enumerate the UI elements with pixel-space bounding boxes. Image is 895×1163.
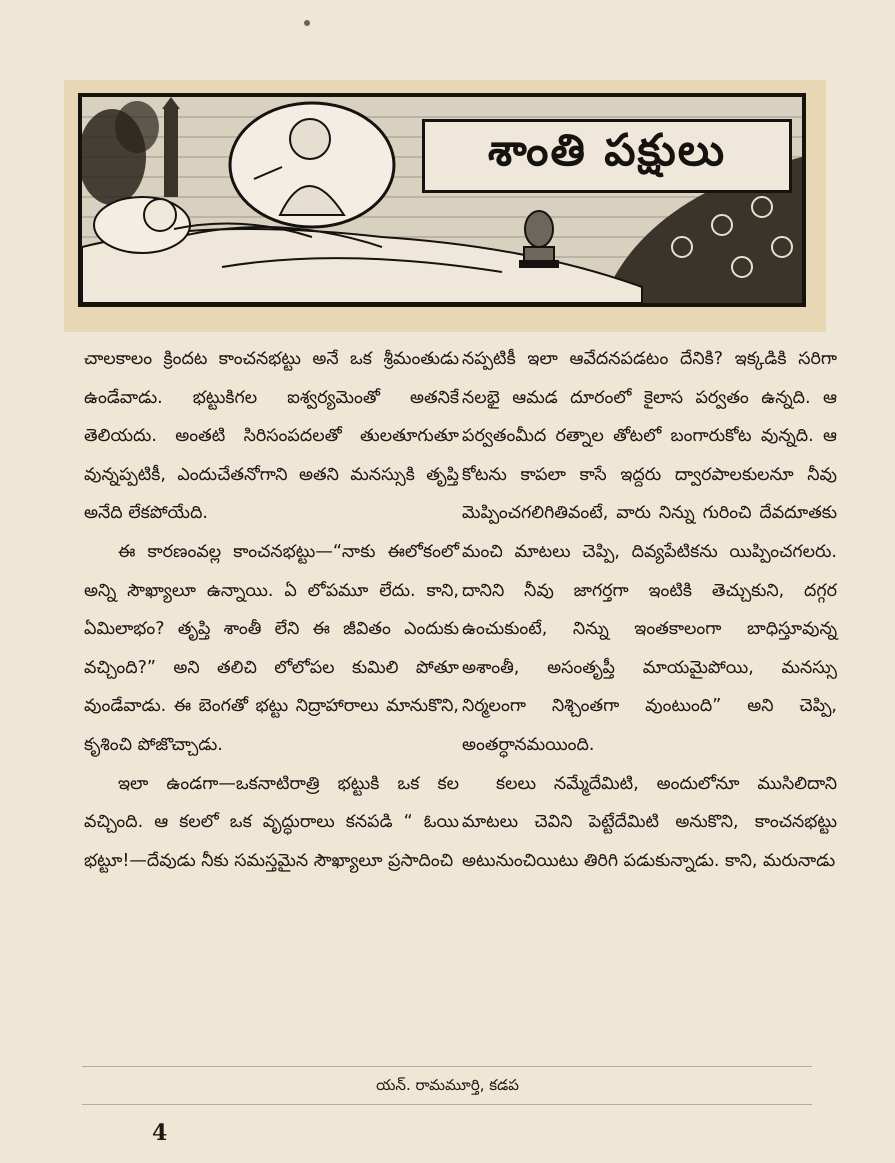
footer-rule-bottom — [82, 1104, 812, 1105]
print-speck — [304, 20, 310, 26]
story-column-right — [462, 340, 837, 880]
paragraph: నప్పటికీ ఇలా ఆవేదనపడటం దేనికి? ఇక్కడికి సరిగా నలభై ఆమడ దూరంలో కైలాస పర్వతం ఉన్నది. ఆ పర్వతంమీద రత్నాల తోటలో బంగారుకోట వున్నది. ఆ కోటను కాపలా కాసే ఇద్దరు ద్వారపాలకులనూ నీవు మెప్పించగలిగితివంటే, వారు నిన్ను గురించి దేవదూతకు మంచి మాటలు చెప్పి, దివ్యపేటికను యిప్పించగలరు. దానిని నీవు జాగర్తగా ఇంటికి తెచ్చుకుని, దగ్గర ఉంచుకుంటే, నిన్ను ఇంతకాలంగా బాధిస్తూవున్న అశాంతీ, అసంతృప్తీ మాయమైపోయి, మనస్సు నిర్మలంగా నిశ్చింతగా వుంటుంది” అని చెప్పి, అంతర్ధానమయింది. — [462, 349, 837, 755]
paragraph: చాలకాలం క్రిందట కాంచనభట్టు అనే ఒక శ్రీమంతుడు ఉండేవాడు. భట్టుకిగల ఐశ్వర్యమెంతో అతనికే తెలియదు. అంతటి సిరిసంపదలతో తులతూగుతూ వున్నప్పటికీ, ఎందుచేతనోగాని అతని మనస్సుకి తృప్తి అనేది లేకపోయేది. — [84, 349, 459, 524]
footer-rule-top — [82, 1066, 812, 1067]
author-credit: యన్. రామమూర్తి, కడప — [376, 1076, 519, 1094]
paragraph: ఇలా ఉండగా—ఒకనాటిరాత్రి భట్టుకి ఒక కల వచ్చింది. ఆ కలలో ఒక వృద్ధురాలు కనపడి “ ఓయి భట్టూ!—దేవుడు నీకు సమస్తమైన సౌఖ్యాలూ ప్రసాదించి — [84, 773, 459, 871]
paragraph: కలలు నమ్మేదేమిటి, అందులోనూ ముసిలిదాని మాటలు చెవిని పెట్టేదేమిటి అనుకొని, కాంచనభట్టు అటునుంచియిటు తిరిగి పడుకున్నాడు. కాని, మరునాడు — [462, 773, 837, 871]
svg-text:T.K.: T.K. — [694, 290, 711, 300]
header-banner — [78, 93, 806, 307]
page-number: 4 — [152, 1120, 168, 1146]
story-column-left — [84, 340, 459, 880]
paragraph: ఈ కారణంవల్ల కాంచనభట్టు—“నాకు ఈలోకంలో అన్ని సౌఖ్యాలూ ఉన్నాయి. ఏ లోపమూ లేదు. కాని, ఏమిలాభం? తృప్తి శాంతీ లేని ఈ జీవితం ఎందుకు వచ్చింది?” అని తలిచి లోలోపల కుమిలి పోతూ వుండేవాడు. ఈ బెంగతో భట్టు నిద్రాహారాలు మానుకొని, కృశించి పోజొచ్చాడు. — [84, 541, 459, 755]
story-title: శాంతి పక్షులు — [422, 119, 792, 193]
